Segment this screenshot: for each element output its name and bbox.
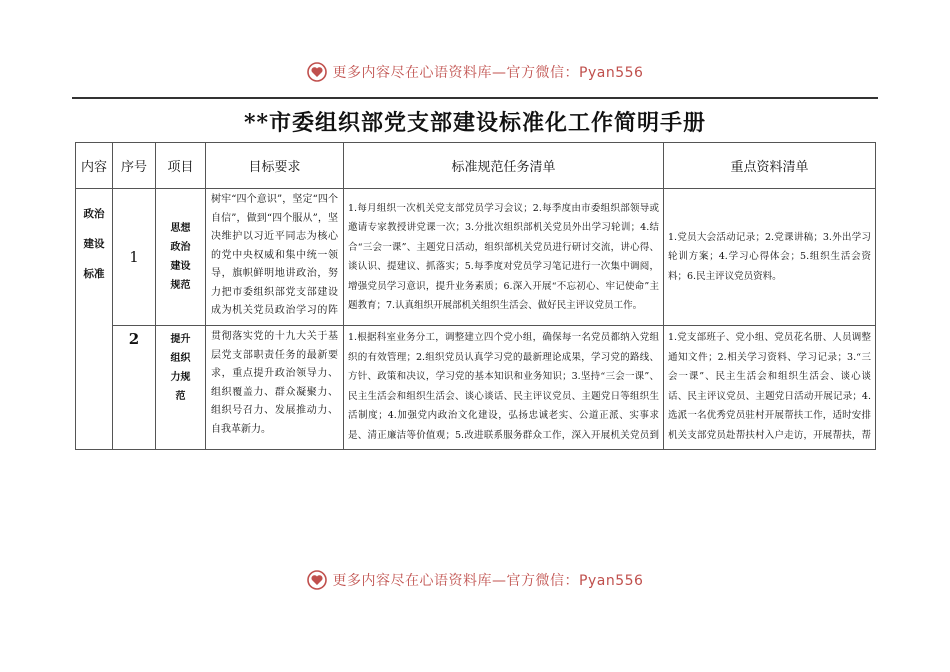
- header-item: 项目: [156, 143, 206, 189]
- heart-logo-icon: [307, 570, 327, 590]
- goal-text: 贯彻落实党的十九大关于基层党支部职责任务的最新要求，重点提升政治领导力、组织覆盖力、群众凝聚力、组织号召力、发展推动力、自我革新力。: [211, 331, 338, 435]
- header-key-docs: 重点资料清单: [664, 143, 876, 189]
- tasks-cell: [344, 326, 664, 450]
- tasks-text: 1.根据科室业务分工，调整建立四个党小组，确保每一名党员都纳入党组织的有效管理；2.组织党员认真学习党的最新理论成果，学习党的路线、方针、政策和决议，学习党的基本知识和业务知识；3.坚持“三会一课”、民主生活会和组织生活会、谈心谈话、民主评议党员、主题党日等组织生活制度；4.加强党内政治文化建设，弘扬忠诚老实、公道正派、实事求是、清正廉洁等价值观；5.改进联系服务群众工作，深入开展机关党员到: [348, 332, 659, 441]
- watermark-top: [0, 62, 950, 82]
- key-docs-text: 1.党支部班子、党小组、党员花名册、人员调整通知文件；2.相关学习资料、学习记录；3.“三会一课”、民主生活会和组织生活会、谈心谈话、民主评议党员、主题党日活动开展记录；4.选派一名优秀党员驻村开展帮扶工作，适时安排机关支部党员赴帮扶村入户走访，开展帮扶，帮: [668, 332, 871, 441]
- header-content: 内容: [76, 143, 113, 189]
- item-cell: [156, 326, 206, 450]
- tasks-cell: [344, 189, 664, 326]
- header-rule: [72, 97, 878, 99]
- key-docs-cell: [664, 189, 876, 326]
- content-category-cell: [76, 189, 113, 450]
- table-row: [76, 189, 876, 326]
- tasks-text: 1.每月组织一次机关党支部党员学习会议；2.每季度由市委组织部领导或邀请专家教授讲党课一次；3.分批次组织部机关党员外出学习轮训；4.结合“三会一课”、主题党日活动，组织部机关党员进行研讨交流，讲心得、谈认识、提建议、抓落实；5.每季度对党员学习笔记进行一次集中调阅，增强党员学习意识，提升业务素质；6.深入开展“不忘初心、牢记使命”主题教育；7.认真组织开展部机关组织生活会、做好民主评议党员工作。: [348, 202, 659, 311]
- content-line: 标准: [83, 268, 105, 280]
- header-seq: 序号: [113, 143, 156, 189]
- standards-table: [75, 142, 876, 450]
- item-line: 范: [175, 391, 186, 402]
- seq-cell: 2: [113, 326, 156, 450]
- item-line: 规范: [170, 280, 191, 291]
- item-line: 思想: [170, 223, 191, 234]
- key-docs-cell: [664, 326, 876, 450]
- item-line: 建设: [170, 261, 191, 272]
- item-cell: [156, 189, 206, 326]
- seq-cell: 1: [113, 189, 156, 326]
- goal-text: 树牢“四个意识”，坚定“四个自信”，做到“四个服从”，坚决维护以习近平同志为核心的党中央权威和集中统一领导，旗帜鲜明地讲政治，努力把市委组织部党支部建设成为机关党员政治学习的阵: [211, 194, 338, 316]
- watermark-bottom: [0, 570, 950, 590]
- document-title: **市委组织部党支部建设标准化工作简明手册: [243, 110, 706, 136]
- item-line: 力规: [170, 372, 191, 383]
- header-tasks: 标准规范任务清单: [344, 143, 664, 189]
- goal-cell: [206, 189, 344, 326]
- content-line: 建设: [83, 238, 105, 250]
- content-line: 政治: [83, 208, 105, 220]
- watermark-text: 更多内容尽在心语资料库—官方微信：Pyan556: [332, 65, 644, 81]
- item-line: 组织: [170, 353, 191, 364]
- heart-logo-icon: [307, 62, 327, 82]
- table-row: [76, 326, 876, 450]
- key-docs-text: 1.党员大会活动记录；2.党课讲稿；3.外出学习轮训方案；4.学习心得体会；5.组织生活会资料；6.民主评议党员资料。: [668, 231, 871, 282]
- header-goal: 目标要求: [206, 143, 344, 189]
- item-line: 提升: [170, 334, 191, 345]
- item-line: 政治: [170, 242, 191, 253]
- goal-cell: [206, 326, 344, 450]
- watermark-text: 更多内容尽在心语资料库—官方微信：Pyan556: [332, 573, 644, 589]
- table-header-row: [76, 143, 876, 189]
